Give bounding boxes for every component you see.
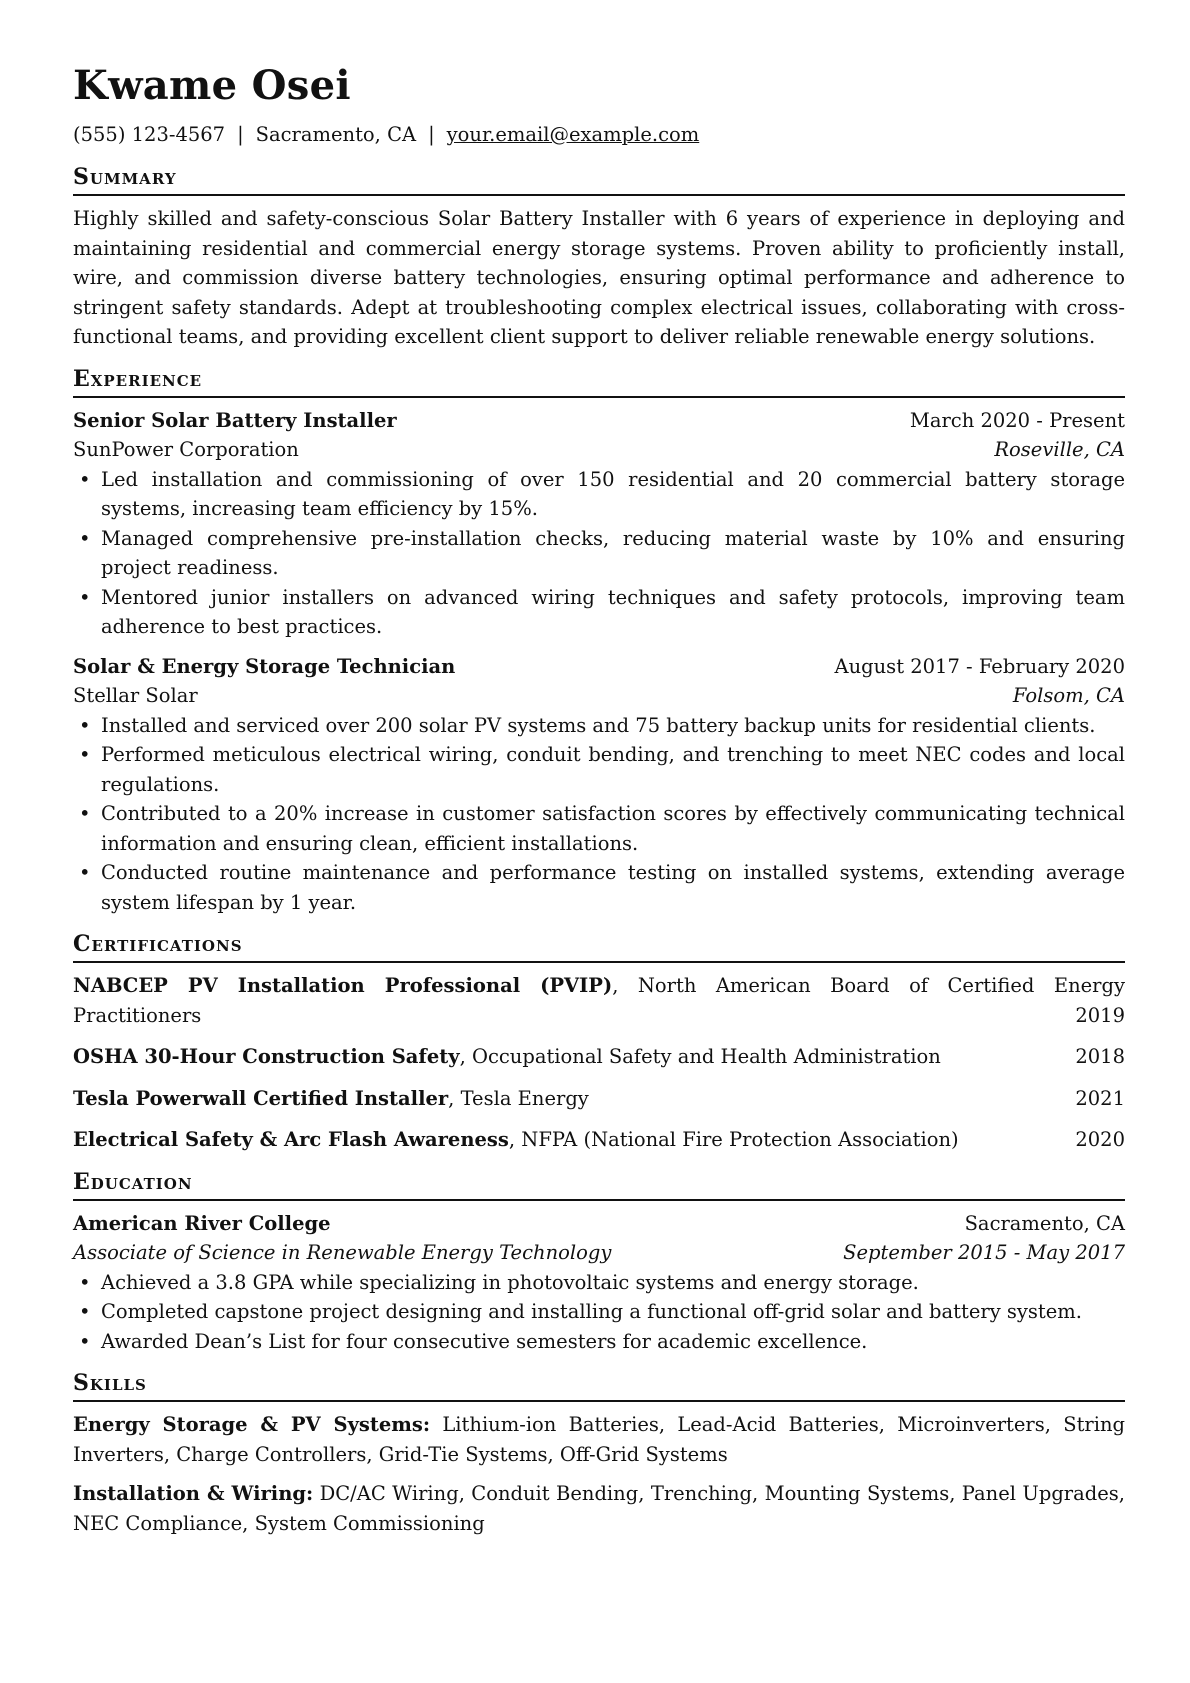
edu-subheader	[73, 1238, 1125, 1268]
job-role: Senior Solar Battery Installer	[73, 408, 397, 432]
section-title: Skills	[73, 1368, 1125, 1402]
list-item: • Contributed to a 20% increase in customer satisfaction scores by effectively communicating technical information and ensuring clean, efficient installations.	[101, 799, 1125, 858]
cert-issuer: , NFPA (National Fire Protection Association)	[508, 1128, 959, 1151]
section-title: Summary	[73, 162, 1125, 196]
cert-issuer: , North American Board of Certified Energy Practitioners	[73, 974, 1125, 1027]
list-item: • Achieved a 3.8 GPA while specializing in photovoltaic systems and energy storage.	[101, 1268, 1125, 1298]
list-item: • Conducted routine maintenance and performance testing on installed systems, extending average system lifespan by 1 year.	[101, 858, 1125, 917]
list-item: • Managed comprehensive pre-installation checks, reducing material waste by 10% and ensuring project readiness.	[101, 524, 1125, 583]
cert-text	[73, 1125, 1125, 1155]
cert-name: Electrical Safety & Arc Flash Awareness	[73, 1128, 509, 1151]
job-header	[73, 406, 1125, 436]
skill-values: Lithium-ion Batteries, Lead-Acid Batteries, Microinverters, String Inverters, Charge Controllers, Grid-Tie Systems, Off-Grid Systems	[73, 1413, 1126, 1466]
cert-text	[73, 971, 1125, 1030]
summary-section	[73, 162, 1125, 352]
cert-name: Tesla Powerwall Certified Installer	[73, 1086, 449, 1110]
job-entry	[73, 652, 1125, 918]
cert-issuer: , Tesla Energy	[448, 1086, 589, 1110]
separator: |	[237, 123, 244, 146]
cert-entry	[73, 971, 1125, 1030]
cert-issuer: , Occupational Safety and Health Administration	[459, 1045, 941, 1068]
section-title: Certifications	[73, 929, 1125, 963]
edu-header	[73, 1209, 1125, 1239]
cert-name: NABCEP PV Installation Professional (PVIP)	[73, 974, 613, 997]
skill-values: DC/AC Wiring, Conduit Bending, Trenching, Mounting Systems, Panel Upgrades, NEC Compliance, System Commissioning	[73, 1482, 1125, 1535]
job-company: Stellar Solar	[73, 684, 198, 707]
education-section	[73, 1167, 1125, 1357]
experience-section	[73, 364, 1125, 918]
edu-dates: September 2015 - May 2017	[843, 1241, 1125, 1264]
list-item: • Awarded Dean’s List for four consecutive semesters for academic excellence.	[101, 1327, 1125, 1357]
list-item: • Led installation and commissioning of over 150 residential and 20 commercial battery storage systems, increasing team efficiency by 15%.	[101, 465, 1125, 524]
list-item: • Installed and serviced over 200 solar PV systems and 75 battery backup units for residential clients.	[101, 711, 1125, 741]
separator: |	[428, 123, 435, 146]
cert-year: 2021	[1075, 1086, 1125, 1110]
skill-label: Energy Storage & PV Systems:	[73, 1413, 431, 1436]
skill-group	[73, 1479, 1125, 1538]
job-location: Folsom, CA	[1012, 684, 1125, 707]
resume-page	[73, 58, 1125, 1548]
contact-line	[73, 120, 1125, 150]
list-item: • Performed meticulous electrical wiring, conduit bending, and trenching to meet NEC codes and local regulations.	[101, 740, 1125, 799]
job-dates: August 2017 - February 2020	[834, 654, 1125, 678]
job-subheader	[73, 435, 1125, 465]
phone-number: (555) 123-4567	[73, 123, 226, 146]
job-role: Solar & Energy Storage Technician	[73, 654, 456, 678]
skills-section	[73, 1368, 1125, 1538]
edu-degree: Associate of Science in Renewable Energy Technology	[73, 1241, 612, 1264]
cert-year: 2018	[1075, 1045, 1125, 1068]
skill-group	[73, 1410, 1125, 1469]
job-bullets	[73, 711, 1125, 918]
edu-location: Sacramento, CA	[964, 1211, 1125, 1235]
cert-text	[73, 1084, 1125, 1114]
cert-year: 2020	[1075, 1128, 1125, 1151]
skill-label: Installation & Wiring:	[73, 1482, 314, 1505]
section-title: Education	[73, 1167, 1125, 1201]
list-item: • Mentored junior installers on advanced wiring techniques and safety protocols, improving team adherence to best practices.	[101, 583, 1125, 642]
job-location: Roseville, CA	[994, 438, 1125, 461]
section-title: Experience	[73, 364, 1125, 398]
job-subheader	[73, 681, 1125, 711]
certifications-section	[73, 929, 1125, 1155]
cert-name: OSHA 30-Hour Construction Safety	[73, 1045, 460, 1068]
cert-entry	[73, 1042, 1125, 1072]
job-bullets	[73, 465, 1125, 642]
summary-text: Highly skilled and safety-conscious Solar Battery Installer with 6 years of experience in deploying and maintaining residential and commercial energy storage systems. Proven ability to proficiently install, wire, and commission diverse battery technologies, ensuring optimal performance and adherence to stringent safety standards. Adept at troubleshooting complex electrical issues, collaborating with cross-functional teams, and providing excellent client support to deliver reliable renewable energy solutions.	[73, 207, 1125, 348]
edu-school: American River College	[73, 1211, 331, 1235]
job-header	[73, 652, 1125, 682]
job-dates: March 2020 - Present	[909, 408, 1125, 432]
cert-entry	[73, 1084, 1125, 1114]
cert-text	[73, 1042, 1125, 1072]
cert-year: 2019	[1075, 1003, 1125, 1027]
candidate-name: Kwame Osei	[73, 62, 351, 109]
job-company: SunPower Corporation	[73, 438, 299, 461]
job-entry	[73, 406, 1125, 642]
email-link[interactable]: your.email@example.com	[446, 123, 700, 146]
location: Sacramento, CA	[255, 123, 417, 146]
list-item: • Completed capstone project designing and installing a functional off-grid solar and battery system.	[101, 1297, 1125, 1327]
edu-bullets	[73, 1268, 1125, 1357]
cert-entry	[73, 1125, 1125, 1155]
